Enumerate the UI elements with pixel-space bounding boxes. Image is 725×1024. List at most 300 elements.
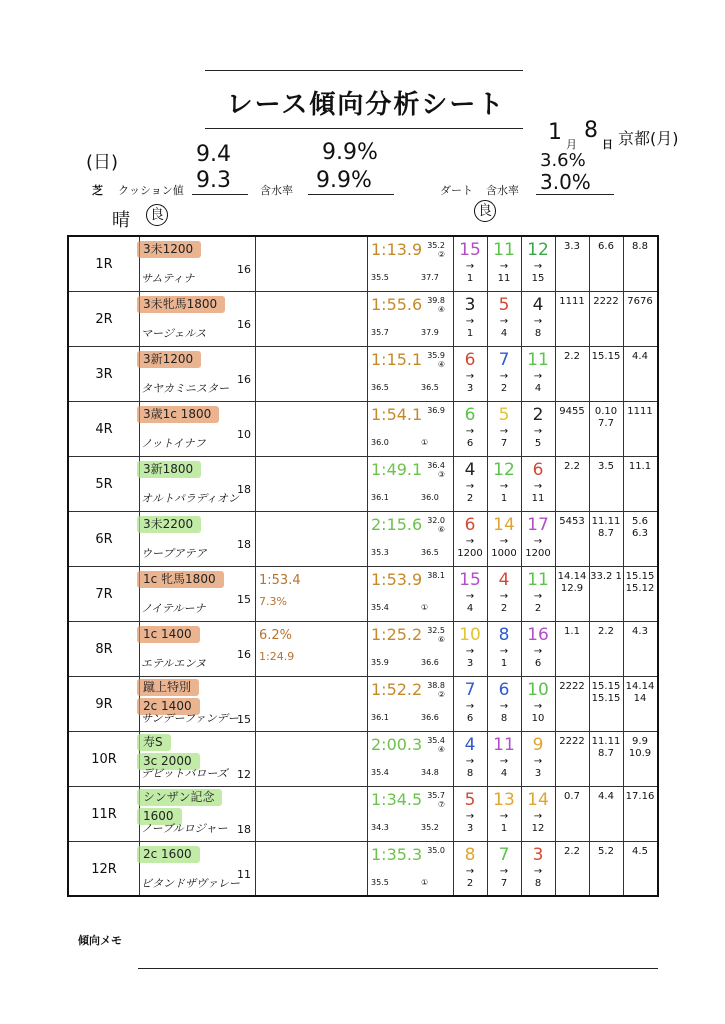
first-split: 36.5 [371, 383, 389, 392]
winner-popularity: ② [437, 250, 445, 259]
title-top-rule [205, 70, 523, 71]
place-2-number: 11 [493, 240, 515, 260]
time-split [425, 736, 445, 754]
place-1-position: 4 [466, 603, 474, 614]
arrow-icon: → [465, 536, 475, 547]
place-3-position: 15 [531, 273, 545, 284]
prev-year-record: 6.2% [259, 628, 293, 643]
place-2-position: 7 [500, 878, 508, 889]
dirt-moisture-label: 含水率 [486, 184, 519, 197]
payout-1: 2222 [559, 736, 585, 747]
arrow-icon: → [499, 536, 509, 547]
first-split: 35.4 [371, 768, 389, 777]
dirt-condition-circle: 良 [474, 200, 496, 222]
race-row [69, 402, 657, 457]
field-size: 16 [237, 318, 251, 331]
race-number: 6R [95, 532, 113, 547]
race-condition: 3c 2000 [137, 753, 200, 770]
place-3-number: 11 [527, 350, 549, 370]
page-title: レース傾向分析シート [226, 90, 506, 120]
first-split: 35.7 [371, 328, 389, 337]
arrow-icon: → [465, 866, 475, 877]
last-split: ① [421, 603, 429, 612]
first-split: 36.1 [371, 493, 389, 502]
turf-label: 芝 [92, 184, 103, 197]
race-row [69, 237, 657, 292]
time-split [425, 681, 445, 699]
arrow-icon: → [533, 811, 543, 822]
arrow-icon: → [465, 591, 475, 602]
time-split [425, 406, 445, 415]
row-divider [69, 621, 657, 622]
payout-1: 1.1 [564, 626, 580, 637]
race-condition: 1600 [137, 808, 182, 825]
last-3f: 35.9 [427, 351, 445, 360]
race-condition: 3新1800 [137, 461, 201, 478]
row-divider [69, 731, 657, 732]
prev-year-note: 1:24.9 [259, 650, 295, 663]
arrow-icon: → [465, 481, 475, 492]
first-split: 35.5 [371, 878, 389, 887]
place-2-number: 13 [493, 790, 515, 810]
winner-horse: ビタンドザヴァレー [141, 877, 240, 890]
winner-popularity: ② [437, 690, 445, 699]
winner-horse: マージェルス [141, 327, 207, 340]
race-number: 11R [91, 807, 117, 822]
time-split [425, 791, 445, 809]
race-row [69, 787, 657, 842]
dirt-moisture-underline [536, 194, 614, 195]
time-split [425, 351, 445, 369]
payout-2: 4.4 [598, 791, 614, 802]
race-time: 1:53.9 [371, 570, 423, 589]
first-split: 35.5 [371, 273, 389, 282]
payout-2: 3.5 [598, 461, 614, 472]
payout-1: 3.3 [564, 241, 580, 252]
cushion-underline [192, 194, 248, 195]
turf-moisture-underline [308, 194, 394, 195]
race-condition: 蹴上特別 [137, 679, 199, 696]
place-1-number: 8 [464, 845, 476, 865]
prev-year-record: 1:53.4 [259, 573, 301, 588]
race-row [69, 842, 657, 897]
last-3f: 35.7 [427, 791, 445, 800]
place-3-position: 6 [534, 658, 542, 669]
race-row [69, 457, 657, 512]
place-2-number: 11 [493, 735, 515, 755]
place-3-position: 8 [534, 878, 542, 889]
place-3-number: 6 [532, 460, 544, 480]
arrow-icon: → [533, 481, 543, 492]
turf-condition [146, 204, 168, 226]
place-3-position: 11 [531, 493, 545, 504]
row-divider [69, 841, 657, 842]
last-split: 34.8 [421, 768, 439, 777]
race-number: 10R [91, 752, 117, 767]
race-number: 9R [95, 697, 113, 712]
place-1-number: 15 [459, 570, 481, 590]
last-3f: 35.0 [427, 846, 445, 855]
arrow-icon: → [533, 866, 543, 877]
place-1-position: 2 [466, 493, 474, 504]
place-1-position: 3 [466, 658, 474, 669]
arrow-icon: → [499, 426, 509, 437]
last-split: 36.6 [421, 713, 439, 722]
memo-line [138, 968, 658, 969]
place-1-number: 7 [464, 680, 476, 700]
first-split: 36.0 [371, 438, 389, 447]
payout-2: 6.6 [598, 241, 614, 252]
race-condition: 3歳1c 1800 [137, 406, 219, 423]
last-split: 36.5 [421, 548, 439, 557]
last-split: 35.2 [421, 823, 439, 832]
last-3f: 38.1 [427, 571, 445, 580]
place-3-position: 4 [534, 383, 542, 394]
last-3f: 35.4 [427, 736, 445, 745]
race-row [69, 677, 657, 732]
payout-1: 2.2 [564, 351, 580, 362]
place-2-number: 5 [498, 405, 510, 425]
place-1-number: 15 [459, 240, 481, 260]
arrow-icon: → [533, 426, 543, 437]
arrow-icon: → [465, 701, 475, 712]
arrow-icon: → [499, 481, 509, 492]
row-divider [69, 511, 657, 512]
payout-2: 2.2 [598, 626, 614, 637]
arrow-icon: → [499, 811, 509, 822]
last-3f: 36.4 [427, 461, 445, 470]
place-1-position: 1200 [457, 548, 483, 559]
place-3-number: 4 [532, 295, 544, 315]
date-month: 1 [548, 120, 562, 145]
turf-moisture-label: 含水率 [260, 184, 293, 197]
race-time: 1:13.9 [371, 240, 423, 259]
place-3-number: 12 [527, 240, 549, 260]
dirt-moisture-top: 3.6% [540, 150, 586, 171]
race-time: 1:34.5 [371, 790, 423, 809]
arrow-icon: → [533, 316, 543, 327]
race-time: 1:54.1 [371, 405, 423, 424]
winner-horse: デビットバローズ [141, 767, 228, 780]
race-row [69, 512, 657, 567]
arrow-icon: → [499, 316, 509, 327]
arrow-icon: → [465, 646, 475, 657]
last-split: 36.6 [421, 658, 439, 667]
place-1-number: 10 [459, 625, 481, 645]
field-size: 11 [237, 868, 251, 881]
place-3-number: 2 [532, 405, 544, 425]
payout-1: 2222 [559, 681, 585, 692]
place-2-number: 14 [493, 515, 515, 535]
day-of-week: (日) [86, 152, 119, 173]
winner-horse: サンデーファンデー [141, 712, 239, 725]
arrow-icon: → [465, 316, 475, 327]
place-2-position: 1 [500, 823, 508, 834]
place-2-number: 6 [498, 680, 510, 700]
payout-3: 1111 [627, 406, 653, 417]
place-3-number: 9 [532, 735, 544, 755]
place-1-position: 6 [466, 438, 474, 449]
race-time: 1:49.1 [371, 460, 423, 479]
race-condition: 3未牝馬1800 [137, 296, 225, 313]
race-time: 1:52.2 [371, 680, 423, 699]
arrow-icon: → [465, 426, 475, 437]
date-day: 8 [584, 118, 598, 143]
last-3f: 38.8 [427, 681, 445, 690]
place-2-position: 1000 [491, 548, 517, 559]
last-3f: 36.9 [427, 406, 445, 415]
payout-3: 5.6 6.3 [632, 516, 648, 539]
cushion-value-bottom: 9.3 [196, 168, 231, 193]
place-1-number: 4 [464, 735, 476, 755]
time-split [425, 846, 445, 855]
place-2-number: 4 [498, 570, 510, 590]
place-3-position: 1200 [525, 548, 551, 559]
race-number: 5R [95, 477, 113, 492]
dirt-condition [474, 200, 496, 222]
last-split: 36.0 [421, 493, 439, 502]
time-split [425, 296, 445, 314]
time-split [425, 516, 445, 534]
arrow-icon: → [533, 646, 543, 657]
venue: 京都(月) [618, 129, 679, 148]
arrow-icon: → [465, 371, 475, 382]
row-divider [69, 676, 657, 677]
race-number: 1R [95, 257, 113, 272]
winner-horse: ノットイナフ [141, 437, 206, 450]
place-2-position: 11 [497, 273, 511, 284]
winner-horse: タヤカミニスター [141, 382, 229, 395]
race-row [69, 732, 657, 787]
place-2-position: 1 [500, 658, 508, 669]
payout-3: 4.4 [632, 351, 648, 362]
arrow-icon: → [499, 701, 509, 712]
race-condition: 2c 1400 [137, 698, 200, 715]
prev-year-note: 7.3% [259, 595, 287, 608]
place-1-number: 6 [464, 350, 476, 370]
race-time: 1:35.3 [371, 845, 423, 864]
first-split: 35.9 [371, 658, 389, 667]
race-condition: 3新1200 [137, 351, 201, 368]
place-1-position: 1 [466, 273, 474, 284]
arrow-icon: → [499, 646, 509, 657]
payout-1: 1111 [559, 296, 585, 307]
place-1-position: 3 [466, 823, 474, 834]
place-2-position: 4 [500, 328, 508, 339]
first-split: 36.1 [371, 713, 389, 722]
row-divider [69, 566, 657, 567]
arrow-icon: → [533, 536, 543, 547]
last-split: ① [421, 438, 429, 447]
place-3-number: 14 [527, 790, 549, 810]
winner-popularity: ④ [437, 745, 445, 754]
payout-3: 11.1 [628, 461, 652, 472]
race-condition: 3未2200 [137, 516, 201, 533]
field-size: 18 [237, 823, 251, 836]
race-time: 1:15.1 [371, 350, 423, 369]
time-split [425, 461, 445, 479]
winner-popularity: ⑦ [437, 800, 445, 809]
race-number: 12R [91, 862, 117, 877]
payout-3: 7676 [627, 296, 653, 307]
arrow-icon: → [533, 371, 543, 382]
place-3-position: 2 [534, 603, 542, 614]
race-condition: 1c 1400 [137, 626, 200, 643]
arrow-icon: → [499, 756, 509, 767]
memo-label: 傾向メモ [78, 934, 122, 947]
race-row [69, 292, 657, 347]
date-month-label: 月 [566, 138, 577, 151]
race-number: 8R [95, 642, 113, 657]
race-row [69, 622, 657, 677]
first-split: 35.3 [371, 548, 389, 557]
last-3f: 35.2 [427, 241, 445, 250]
place-3-number: 3 [532, 845, 544, 865]
last-split: 36.5 [421, 383, 439, 392]
field-size: 10 [237, 428, 251, 441]
race-condition: 寿S [137, 734, 171, 751]
weather: 晴 [112, 210, 130, 231]
dirt-moisture-bottom: 3.0% [540, 170, 591, 194]
row-divider [69, 786, 657, 787]
payout-1: 2.2 [564, 846, 580, 857]
field-size: 16 [237, 373, 251, 386]
place-3-position: 5 [534, 438, 542, 449]
payout-1: 5453 [559, 516, 585, 527]
last-3f: 39.8 [427, 296, 445, 305]
payout-1: 0.7 [564, 791, 580, 802]
field-size: 16 [237, 263, 251, 276]
last-3f: 32.5 [427, 626, 445, 635]
place-3-position: 10 [531, 713, 545, 724]
place-1-position: 6 [466, 713, 474, 724]
payout-3: 4.5 [632, 846, 648, 857]
race-row [69, 567, 657, 622]
place-1-position: 1 [466, 328, 474, 339]
place-2-number: 7 [498, 845, 510, 865]
place-1-position: 2 [466, 878, 474, 889]
winner-horse: エテルエンヌ [141, 657, 207, 670]
field-size: 15 [237, 593, 251, 606]
place-1-position: 3 [466, 383, 474, 394]
first-split: 34.3 [371, 823, 389, 832]
arrow-icon: → [465, 756, 475, 767]
last-split: ① [421, 878, 429, 887]
race-row [69, 347, 657, 402]
place-1-number: 3 [464, 295, 476, 315]
payout-2: 2222 [593, 296, 619, 307]
cushion-label: クッション値 [118, 184, 184, 197]
place-1-number: 4 [464, 460, 476, 480]
arrow-icon: → [465, 811, 475, 822]
place-3-number: 10 [527, 680, 549, 700]
race-time: 1:25.2 [371, 625, 423, 644]
date-day-label: 日 [602, 138, 613, 151]
payout-3: 17.16 [625, 791, 655, 802]
race-number: 7R [95, 587, 113, 602]
arrow-icon: → [465, 261, 475, 272]
arrow-icon: → [499, 261, 509, 272]
winner-horse: ノイテルーナ [141, 602, 206, 615]
winner-popularity: ④ [437, 360, 445, 369]
payout-3: 8.8 [632, 241, 648, 252]
winner-popularity: ⑥ [437, 525, 445, 534]
place-1-number: 6 [464, 515, 476, 535]
place-3-position: 8 [534, 328, 542, 339]
row-divider [69, 401, 657, 402]
payout-3: 9.9 10.9 [628, 736, 652, 759]
arrow-icon: → [533, 261, 543, 272]
place-3-number: 16 [527, 625, 549, 645]
last-split: 37.7 [421, 273, 439, 282]
place-1-position: 8 [466, 768, 474, 779]
time-split [425, 626, 445, 644]
payout-1: 2.2 [564, 461, 580, 472]
place-2-position: 2 [500, 383, 508, 394]
row-divider [69, 291, 657, 292]
payout-2: 11.11 8.7 [591, 736, 621, 759]
time-split [425, 241, 445, 259]
arrow-icon: → [533, 591, 543, 602]
race-condition: 2c 1600 [137, 846, 200, 863]
row-divider [69, 456, 657, 457]
race-time: 2:00.3 [371, 735, 423, 754]
field-size: 18 [237, 538, 251, 551]
race-table [67, 235, 659, 897]
payout-3: 4.3 [632, 626, 648, 637]
turf-condition-circle: 良 [146, 204, 168, 226]
payout-2: 33.2 1 [590, 571, 622, 582]
place-3-position: 12 [531, 823, 545, 834]
payout-2: 15.15 15.15 [591, 681, 621, 704]
winner-horse: オルトパラディオン [141, 492, 239, 505]
winner-horse: サムティナ [141, 272, 195, 285]
race-condition: 3未1200 [137, 241, 201, 258]
field-size: 15 [237, 713, 251, 726]
time-split [425, 571, 445, 580]
payout-3: 15.15 15.12 [625, 571, 655, 594]
race-condition: 1c 牝馬1800 [137, 571, 224, 588]
arrow-icon: → [499, 591, 509, 602]
title-bottom-rule [205, 128, 523, 129]
field-size: 16 [237, 648, 251, 661]
place-2-position: 1 [500, 493, 508, 504]
race-number: 3R [95, 367, 113, 382]
field-size: 18 [237, 483, 251, 496]
place-1-number: 5 [464, 790, 476, 810]
arrow-icon: → [533, 756, 543, 767]
place-2-number: 5 [498, 295, 510, 315]
payout-1: 14.14 12.9 [557, 571, 587, 594]
row-divider [69, 346, 657, 347]
place-2-position: 7 [500, 438, 508, 449]
race-number: 2R [95, 312, 113, 327]
arrow-icon: → [499, 866, 509, 877]
winner-horse: ウープアテア [141, 547, 207, 560]
cushion-value-top: 9.4 [196, 142, 231, 167]
payout-2: 15.15 [591, 351, 621, 362]
place-2-number: 12 [493, 460, 515, 480]
place-3-number: 11 [527, 570, 549, 590]
arrow-icon: → [533, 701, 543, 712]
winner-popularity: ④ [437, 305, 445, 314]
field-size: 12 [237, 768, 251, 781]
payout-2: 0.10 7.7 [594, 406, 618, 429]
payout-1: 9455 [559, 406, 585, 417]
race-number: 4R [95, 422, 113, 437]
place-3-number: 17 [527, 515, 549, 535]
place-2-position: 2 [500, 603, 508, 614]
